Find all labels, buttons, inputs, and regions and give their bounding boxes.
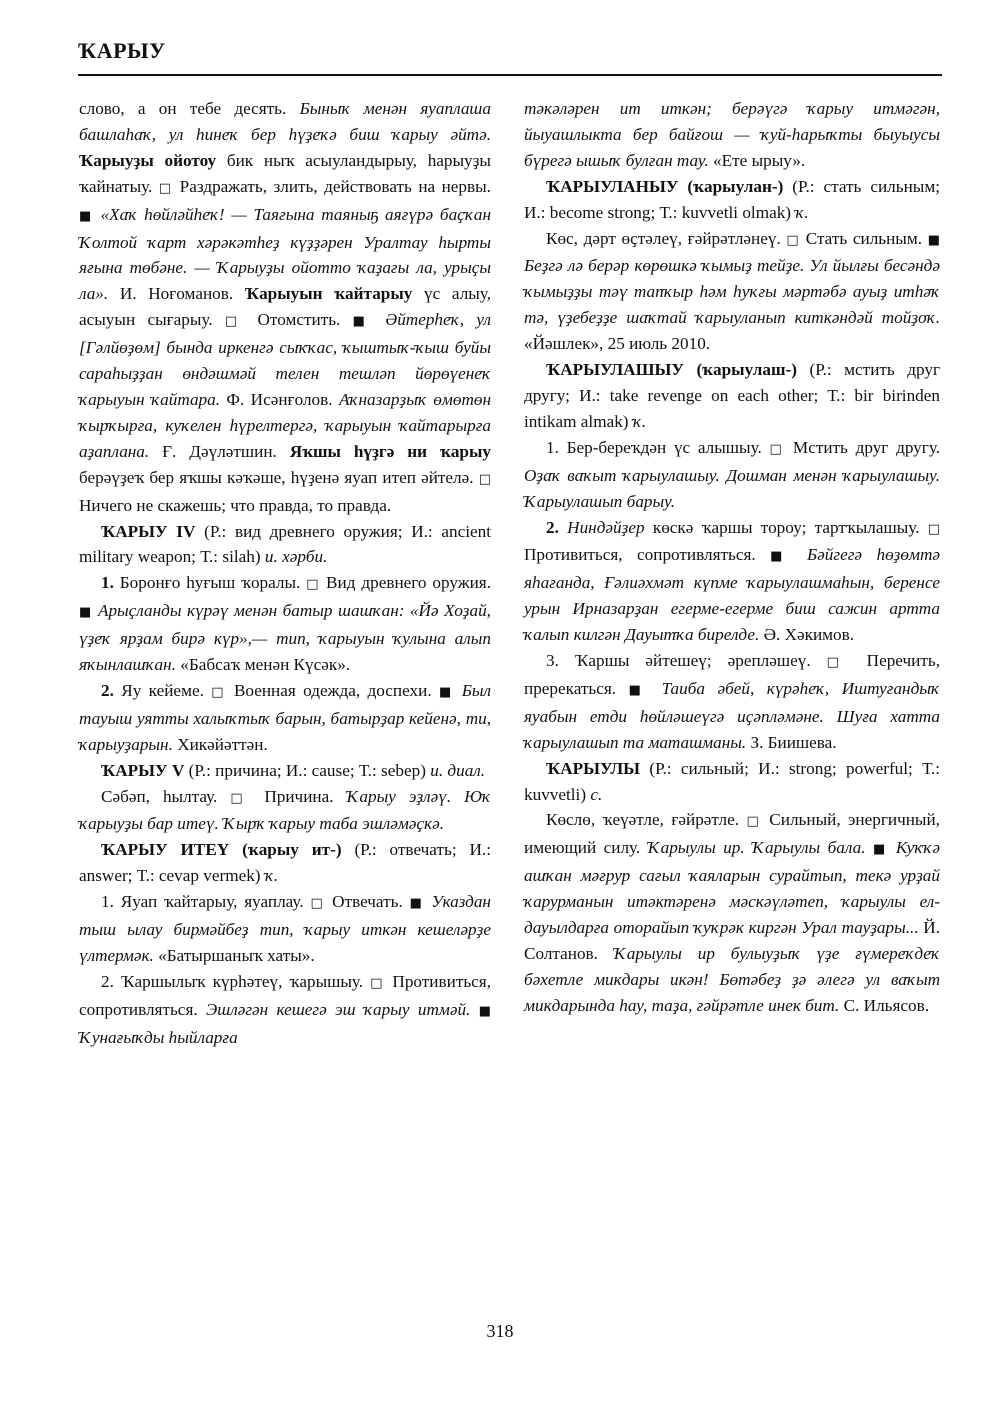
left-column [79,96,491,1051]
right-column [524,96,940,1019]
black-square-icon: ■ [770,549,793,565]
example-text: Ҡарыулы ир булыуҙыҡ үҙе ғүмереҡдеҡ бәхетле микдары икән! Бөтәбеҙ ҙә әлегә ул ваҡыт микдарында һау, таҙа, ғәйрәтле инек бит. [524,944,940,1015]
headword: ҠАРЫУЛАШЫУ (ҡарыулаш-) [546,360,797,380]
sense-number: 1. [101,573,120,593]
black-square-icon: ■ [927,232,940,248]
source-text: «Йәшлек», 25 июль 2010. [524,334,711,354]
definition-text: бик ныҡ асыуландырыу, һарыуҙы ҡайнатыу. [79,150,491,196]
example-text: Арыҫланды күрәү менән батыр шашҡан: «Йә Хоҙай, үҙеҡ ярҙам бирә күр»,— тип, ҡарыуын ҡулына алып яҡынлашҡан. [79,601,491,675]
translation-text: Военная одежда, доспехи. [226,680,439,700]
entry-karyulashyu [524,357,940,435]
definition-text: Көслө, ҡеүәтле, ғәйрәтле. [546,810,747,830]
example-text: Ҡарыу эҙләү. Юҡ ҡарыуҙы бар итеү. Ҡырҡ ҡарыу таба эшләмәҫкә. [79,786,491,834]
running-header [78,38,940,64]
phrase-headword: Ҡарыуҙы ойотоу [79,150,217,170]
sense-2 [79,969,491,1051]
white-square-icon: □ [927,521,941,537]
source-text: С. Ильясов. [839,995,930,1015]
header-rule [78,74,942,76]
sense-1 [79,570,491,678]
page-title: ҠАРЫУ [78,38,166,63]
definition-text: Ниндәйҙер [567,517,645,537]
source-text: З. Биишева. [746,732,837,752]
definition-text: Көс, дәрт өҫтәлеү, ғәйрәтләнеү. [546,228,787,248]
sense-number: 2. [546,517,568,537]
definition-text: берәүҙеҡ бер яҡшы кәҡәше, һүҙенә яуап итеп әйтелә. [79,467,479,487]
example-text: тәкәләрен ит иткән; берәүгә ҡарыу итмәгән, йыуашлыкта бер байғош — ҡуй-һарыҡты быуыусы бүрегә ышыҡ булған тау. [524,99,940,170]
white-square-icon: □ [826,655,851,671]
source-text: Хикәйәттән. [172,734,268,754]
black-square-icon: ■ [352,314,373,330]
example-text: Указдан тыш ылау бирмәйбеҙ тип, ҡарыу иткән кешеләрҙе үлтермәк. [79,892,491,965]
entry-continuation [524,96,940,174]
example-text: Әйтерһеҡ, ул [Гәлйөҙөм] бында иркенгә сыҡҡас, ҡыштыҡ-ҡыш буйы сараһыҙҙан өндәшмәй телен тешләп йөрөүенеҡ ҡарыуын ҡайтара. [79,310,491,409]
white-square-icon: □ [230,790,252,806]
black-square-icon: ■ [79,208,94,224]
sense-1 [79,889,491,969]
part-of-speech: ҡ. [795,202,809,222]
example-text: Куҡҡә ашҡан мәғрур сағыл ҡаяларын сурайтып, текә урҙай ҡарурманын итәктәренә мәскәүләтеп, ҡарыулы ел-дауылдарға оторайып ҡуҡрәк киргән Урал тауҙары... [524,838,940,938]
part-of-speech: и. диал. [430,760,486,780]
headword: ҠАРЫУ IV [101,521,196,541]
sense-2 [79,678,491,758]
equivalents: (Р.: отвечать; И.: answer; Т.: cevap vermek) [79,840,491,886]
entry-continuation [79,96,491,519]
translation-text: Сильный, энергичный, имеющий силу. [524,810,940,858]
entry-karyu-iv [79,519,491,571]
part-of-speech: ҡ. [632,411,647,431]
example-text: Бәйгегә һөҙөмтә яһағанда, Ғәлиәхмәт күпме ҡарыулашмаһын, беренсе урын Ирназарҙан егерме-егерме биш сажин артта ҡалып килгән Дауытҡа бирелде. [524,545,940,645]
equivalents: (Р.: вид древнего оружия; И.: ancient military weapon; Т.: silah) [79,521,492,567]
definition-text: Боронғо һуғыш ҡоралы. [119,573,307,593]
black-square-icon: ■ [438,684,455,700]
entry-karyu-v [79,758,491,784]
part-of-speech: с. [590,784,603,804]
white-square-icon: □ [306,577,321,593]
equivalents: (Р.: мстить друг другу; И.: take revenge on each other; Т.: bir birinden intikam almak) [524,360,941,431]
page-number: 318 [486,1321,514,1341]
translation-text: Отомстить. [245,310,353,330]
black-square-icon: ■ [478,1003,491,1019]
example-text: Ҡарыулы ир. Ҡарыулы бала. [647,838,873,858]
white-square-icon: □ [786,232,801,248]
entry-karyulanyu [524,174,940,226]
sense-text [79,784,491,838]
black-square-icon: ■ [628,682,650,698]
source-text: Й. Солтанов. [524,918,940,963]
white-square-icon: □ [310,896,326,912]
headword: ҠАРЫУЛЫ [546,758,641,778]
sense-text [524,807,940,1018]
example-text: Эшләгән кешегә эш ҡарыу итмәй. [206,999,479,1019]
headword: ҠАРЫУ ИТЕҮ (ҡарыу ит-) [101,840,342,860]
sense-3 [524,648,940,756]
source-text: «Бабсаҡ менән Күсәк». [175,655,351,675]
translation-text: Раздражать, злить, действовать на нервы. [173,176,491,196]
source-text: «Батыршаныҡ хаты». [153,946,315,965]
example-text: Беҙгә лә берәр көрөшкә ҡымыҙ тейҙе. Ул йылғы бесәндә ҡымыҙҙы тәү тапҡыр һәм һуҡғы мәртәбә ауыҙ итһәҡ тә, үҙебеҙҙе шаҡтай ҡарыуланып киткәндәй тойҙоҡ. [524,256,940,328]
black-square-icon: ■ [79,605,93,621]
translation-text: Причина. [251,786,347,806]
sense-number: 2. [101,680,122,700]
entry-karyu-iteu [79,837,491,889]
black-square-icon: ■ [409,896,425,912]
white-square-icon: □ [224,314,246,330]
source-text: И. Ноғоманов. [108,284,245,304]
example-text: Быныҡ менән яуаплаша башлаһаҡ, ул һинеҡ бер һүҙеҡә биш ҡарыу әйтә. [79,99,491,144]
example-text: Ҡунағыҡды һыйларға [79,1027,238,1047]
equivalents: (Р.: стать сильным; И.: become strong; Т.: kuvvetli olmak) [524,176,940,222]
definition-text: көскә ҡаршы тороу; тартҡылашыу. [644,517,928,537]
example-text: Был тауыш уятты халыҡтыҡ барын, батырҙар кейенә, ти, ҡарыуҙарын. [79,680,491,754]
white-square-icon: □ [370,975,386,991]
translation-text: Вид древнего оружия. [320,573,491,593]
white-square-icon: □ [478,471,491,487]
definition-text: 1. Яуап ҡайтарыу, яуаплау. [101,892,311,912]
phrase-headword: Ҡарыуын ҡайтарыу [244,284,413,304]
headword: ҠАРЫУ V [101,760,185,780]
source-text: Ғ. Дәүләтшин. [149,441,290,461]
entry-karyuly [524,756,940,808]
definition-text: үс алыу, асыуын сығарыу. [79,284,491,330]
example-text: Аҡназарҙыҡ өмөтөн ҡырҡырға, куҡелен һүрелтергә, ҡарыуын ҡайтарырға аҙаплана. [79,389,491,461]
part-of-speech: ҡ. [264,866,279,886]
equivalents: (Р.: сильный; И.: strong; powerful; Т.: kuvvetli) [524,758,940,804]
definition-text: слово, а он тебе десять. [79,99,300,118]
translation-text: Противиться, сопротивляться. [79,971,492,1019]
example-text: Таиба әбей, күрәһеҡ, Иштуғандыҡ яуабын етди һөйләшеүгә иҫәпләмәне. Шуға хатта ҡарыулашып та маташманы. [524,678,940,752]
translation-text: Стать сильным. [800,228,928,248]
white-square-icon: □ [158,180,174,196]
sense-text [524,226,940,358]
definition-text: 1. Бер-береҡдән үс алышыу. [546,437,770,457]
white-square-icon: □ [746,814,762,830]
black-square-icon: ■ [872,842,889,858]
sense-1 [524,435,940,515]
definition-text: 2. Ҡаршылыҡ күрһәтеү, ҡарышыу. [101,971,371,991]
source-text: Ф. Исәнғолов. [220,389,339,409]
translation-text: Отвечать. [325,892,410,912]
translation-text: Перечить, пререкаться. [524,651,940,698]
phrase-headword: Яҡшы һүҙгә ни ҡарыу [289,441,491,461]
white-square-icon: □ [211,684,227,700]
sense-2 [524,515,940,649]
translation-text: Противиться, сопротивляться. [524,545,771,565]
definition-text: 3. Ҡаршы әйтешеү; әрепләшеү. [546,651,827,671]
white-square-icon: □ [769,441,786,457]
part-of-speech: и. хәрби. [264,547,328,567]
source-text: «Ете ырыу». [708,150,806,170]
headword: ҠАРЫУЛАНЫУ (ҡарыулан-) [546,176,784,196]
translation-text: Ничего не скажешь; что правда, то правда. [79,495,392,515]
example-text: «Хаҡ һөйләйһеҡ! — Таяғына таяныҕ аяғүрә баҫҡан Ҡолтой ҡарт хәрәкәтһеҙ күҙҙәрен Уралтау һырты яғына төбәне. — Ҡарыуҙы ойотто ҡаҙағы ла, урыҫы ла». [79,204,491,304]
definition-text: Яу кейеме. [121,680,212,700]
source-text: Ә. Хәкимов. [759,625,855,645]
example-text: Оҙаҡ ваҡыт ҡарыулашыу. Дошман менән ҡарыулашыу. Ҡарыулашып барыу. [524,465,940,511]
definition-text: Сәбәп, һылтау. [101,786,231,806]
equivalents: (Р.: причина; И.: cause; Т.: sebep) [184,760,431,780]
translation-text: Мстить друг другу. [785,437,940,457]
